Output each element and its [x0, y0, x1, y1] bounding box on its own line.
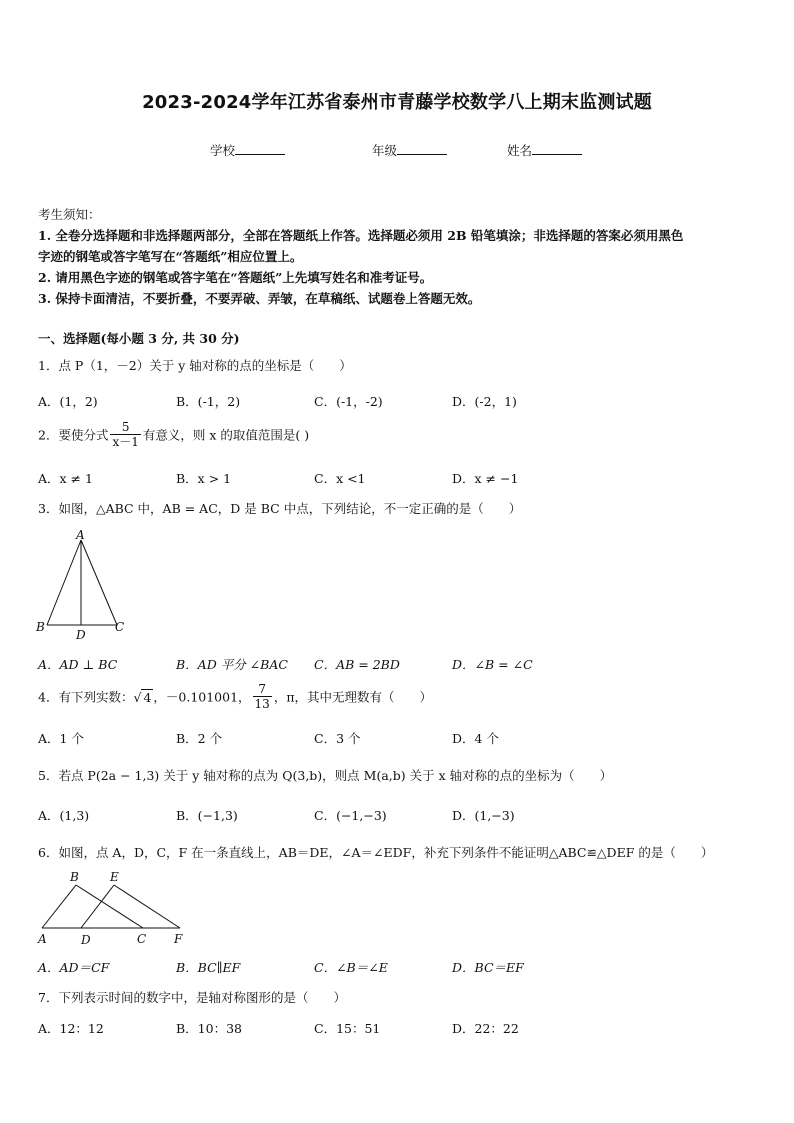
- notice-item2: 2. 请用黑色字迹的钢笔或答字笔在“答题纸”上先填写姓名和准考证号。: [38, 270, 433, 285]
- page-title: 2023-2024学年江苏省泰州市青藤学校数学八上期末监测试题: [142, 92, 652, 113]
- q3-triangle-figure: [34, 525, 134, 645]
- q7-option-b: B．10：38: [176, 1021, 242, 1036]
- q6-label-b: B: [70, 870, 79, 884]
- school-blank: [235, 142, 285, 155]
- q4-stem: [38, 682, 432, 711]
- q7-option-d: D．22：22: [452, 1021, 519, 1036]
- q6-label-a: A: [38, 932, 47, 946]
- q7-stem: 7．下列表示时间的数字中，是轴对称图形的是（ ）: [38, 990, 346, 1005]
- q4-option-b: B．2 个: [176, 731, 223, 746]
- q4-radicand: 4: [143, 689, 152, 705]
- q4-option-c: C．3 个: [314, 731, 361, 746]
- q5-stem: 5．若点 P(2a − 1,3) 关于 y 轴对称的点为 Q(3,b)，则点 M(a,b) 关于 x 轴对称的点的坐标为（ ）: [38, 768, 613, 783]
- q4-fraction: [253, 682, 272, 711]
- q3-side-ab: [47, 540, 81, 625]
- q6-option-b: B．BC∥EF: [176, 960, 241, 975]
- q3-option-d: D．∠B = ∠C: [452, 657, 533, 672]
- q3-label-a: A: [76, 528, 85, 542]
- grade-field: [372, 141, 447, 159]
- q6-label-e: E: [110, 870, 119, 884]
- name-blank: [532, 142, 582, 155]
- q6-option-d: D．BC＝EF: [452, 960, 524, 975]
- q3-option-a: A．AD ⊥ BC: [38, 657, 118, 672]
- q2-option-b: B．x > 1: [176, 471, 232, 486]
- q6-figure: [34, 866, 194, 948]
- q5-option-d: D．(1,−3): [452, 808, 515, 823]
- q2-frac-num: 5: [121, 420, 130, 434]
- q3-stem: 3．如图，△ABC 中，AB = AC，D 是 BC 中点，下列结论，不一定正确的是（ ）: [38, 501, 522, 516]
- notice-item1-line2: 字迹的钢笔或答字笔写在“答题纸”相应位置上。: [38, 249, 303, 264]
- q4-frac-num: 7: [258, 682, 266, 696]
- q2-option-d: D．x ≠ −1: [452, 471, 519, 486]
- q3-option-b: B．AD 平分 ∠BAC: [176, 657, 288, 672]
- q6-option-c: C．∠B＝∠E: [314, 960, 388, 975]
- q6-label-f: F: [174, 932, 183, 946]
- q7-option-c: C．15：51: [314, 1021, 381, 1036]
- q2-frac-den: x－1: [112, 435, 139, 449]
- q1-option-b: B．(-1，2): [176, 394, 241, 409]
- q1-option-c: C．(-1，-2): [314, 394, 383, 409]
- q4-stem-post: ，π，其中无理数有（ ）: [273, 689, 433, 705]
- notice-item3: 3. 保持卡面清洁，不要折叠，不要弄破、弄皱，在草稿纸、试题卷上答题无效。: [38, 291, 481, 306]
- q4-option-a: A．1 个: [38, 731, 84, 746]
- q6-stem: 6．如图，点 A，D，C，F 在一条直线上，AB＝DE，∠A＝∠EDF，补充下列条件不能证明△ABC≌△DEF 的是（ ）: [38, 845, 714, 860]
- q2-option-c: C．x <1: [314, 471, 366, 486]
- q3-label-c: C: [115, 620, 125, 634]
- q4-stem-mid: ，－0.101001，: [153, 689, 251, 705]
- q5-option-a: A．(1,3): [38, 808, 90, 823]
- q3-label-b: B: [36, 620, 45, 634]
- q6-side-ef: [114, 885, 180, 928]
- name-label: 姓名: [507, 143, 533, 158]
- q5-option-c: C．(−1,−3): [314, 808, 387, 823]
- q6-option-a: A．AD＝CF: [38, 960, 110, 975]
- q2-option-a: A．x ≠ 1: [38, 471, 93, 486]
- q6-label-c: C: [137, 932, 147, 946]
- grade-blank: [397, 142, 447, 155]
- q3-label-d: D: [76, 628, 86, 642]
- school-field: [210, 141, 285, 159]
- q2-stem-post: 有意义，则 x 的取值范围是( ): [142, 427, 310, 443]
- section-title: 一、选择题(每小题 3 分, 共 30 分): [38, 331, 240, 346]
- q7-option-a: A．12：12: [38, 1021, 104, 1036]
- school-label: 学校: [210, 143, 236, 158]
- q2-stem-pre: 2．要使分式: [38, 427, 109, 443]
- q4-stem-pre: 4．有下列实数：: [38, 689, 134, 705]
- q6-side-ab: [42, 885, 76, 928]
- q3-side-ac: [81, 540, 117, 625]
- q2-fraction: [110, 420, 140, 449]
- q1-option-a: A．(1，2): [38, 394, 98, 409]
- notice-item1-line1: 1. 全卷分选择题和非选择题两部分，全部在答题纸上作答。选择题必须用 2B 铅笔填涂；非选择题的答案必须用黑色: [38, 228, 684, 243]
- q4-radical: √ 4: [133, 689, 152, 705]
- q1-option-d: D．(-2，1): [452, 394, 517, 409]
- q4-option-d: D．4 个: [452, 731, 499, 746]
- name-field: [507, 141, 582, 159]
- q1-stem: 1．点 P（1，－2）关于 y 轴对称的点的坐标是（ ）: [38, 358, 352, 373]
- notice-heading: 考生须知：: [38, 207, 101, 222]
- q6-label-d: D: [81, 933, 91, 947]
- q5-option-b: B．(−1,3): [176, 808, 238, 823]
- q3-option-c: C．AB = 2BD: [314, 657, 400, 672]
- q2-stem: [38, 420, 309, 449]
- q4-frac-den: 13: [254, 697, 270, 711]
- grade-label: 年级: [372, 143, 398, 158]
